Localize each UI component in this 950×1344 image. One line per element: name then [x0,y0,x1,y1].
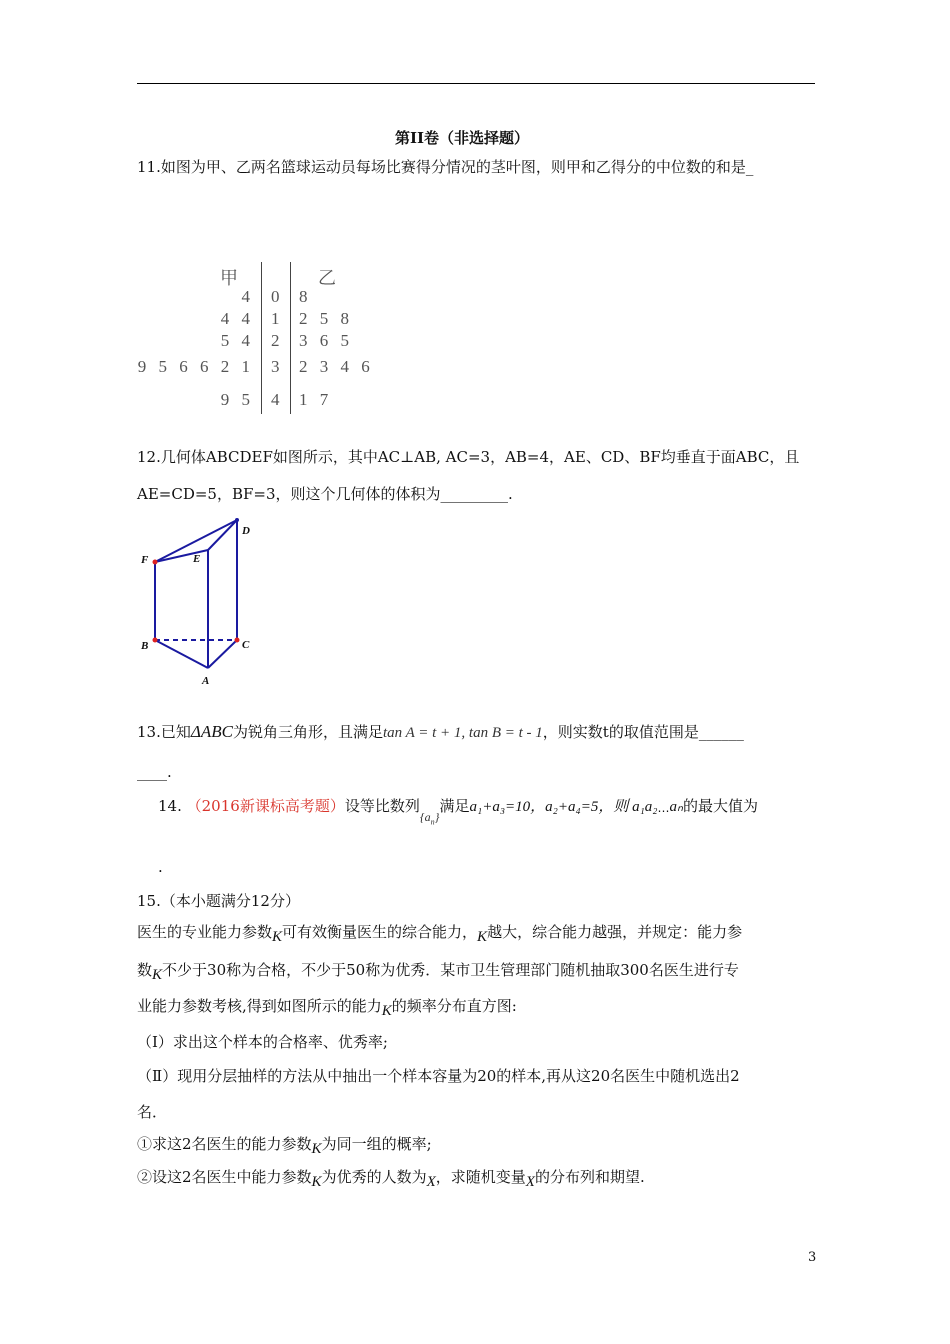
geometry-figure [130,510,270,690]
leaf-right-row-2: 3 6 5 [299,331,353,350]
question-14-line2: . [158,858,163,876]
header-rule [137,83,815,84]
leaf-left-row-0: 4 [241,287,254,306]
q14-dots: ⋯ [657,804,670,818]
question-15-sub1: ①求这2名医生的能力参数K为同一组的概率; [137,1135,432,1157]
question-15-para1: 医生的专业能力参数K可有效衡量医生的综合能力，K越大，综合能力越强，并规定：能力参 [137,923,743,945]
q14-text3: 的最大值为 [683,797,759,815]
stem-divider-left [261,262,262,414]
question-12-line2: AE=CD=5，BF=3，则这个几何体的体积为_________. [137,485,513,503]
question-12-line1: 12.几何体ABCDEF如图所示，其中AC⊥AB, AC=3，AB=4，AE、CD、BF均垂直于面ABC，且 [137,448,800,466]
question-11-text: 11.如图为甲、乙两名篮球运动员每场比赛得分情况的茎叶图，则甲和乙得分的中位数的和是_ [137,158,754,176]
label-F: F [141,554,149,566]
edge-C-A [208,640,237,668]
point-F [153,560,158,565]
leaf-left-row-3: 9 5 6 6 2 1 [137,357,254,376]
q14-text2: 满足 [439,797,470,815]
page-number: 3 [808,1250,817,1265]
label-D: D [242,525,250,537]
stem-row-1: 1 [271,309,280,328]
leaf-right-row-4: 1 7 [299,390,333,409]
q14-seq: {an} [419,810,440,827]
question-15-sub2: ②设这2名医生中能力参数K为优秀的人数为X，求随机变量X的分布列和期望. [137,1168,645,1190]
question-15-para3: 业能力参数考核,得到如图所示的能力K的频率分布直方图: [137,997,517,1019]
question-15-head: 15.（本小题满分12分） [137,892,300,910]
question-15-part1: （Ⅰ）求出这个样本的合格率、优秀率; [137,1033,388,1051]
q14-num: 14. [158,797,182,815]
x-symbol: X [426,1174,436,1190]
k-symbol: K [477,929,488,945]
leaf-right-row-1: 2 5 8 [299,309,353,328]
question-15-para2: 数K不少于30称为合格，不少于50称为优秀．某市卫生管理部门随机抽取300名医生进行专 [137,961,739,983]
question-13-line2: ____. [137,763,172,781]
section-title: 第II卷（非选择题） [395,129,530,147]
point-D [235,518,239,522]
stem-row-3: 3 [271,357,280,376]
stem-header-left: 甲 [220,268,238,288]
question-13-line1 [137,722,744,743]
stem-header-right: 乙 [318,268,336,288]
question-15-part2-cont: 名． [137,1103,168,1121]
label-A: A [202,675,210,687]
q13-post: ，则实数t的取值范围是______ [542,723,744,741]
q14-cond: a₁+a₃=10，a₂+a₄=5，则 a₁a₂ [469,799,658,815]
q13-triangle: ΔABC [190,722,233,741]
k-symbol: K [381,1003,392,1019]
stem-row-0: 0 [271,287,280,306]
point-B [153,638,158,643]
k-symbol: K [272,929,283,945]
leaf-left-row-4: 9 5 [220,390,254,409]
label-B: B [141,640,149,652]
label-E: E [193,553,201,565]
question-14-line1 [158,796,759,827]
edge-B-A [155,640,208,668]
stem-row-2: 2 [271,331,280,350]
q13-formula: tan A = t + 1, tan B = t - 1 [382,725,543,741]
stem-row-4: 4 [271,390,280,409]
label-C: C [242,639,250,651]
edge-E-D [208,520,237,550]
k-symbol: K [152,967,163,983]
leaf-right-row-3: 2 3 4 6 [299,357,374,376]
q14-text1: 设等比数列 [344,797,420,815]
q14-source: （2016新课标高考题） [186,797,345,815]
q13-mid: 为锐角三角形，且满足 [232,723,383,741]
stem-divider-right [290,262,291,414]
leaf-left-row-2: 5 4 [220,331,254,350]
k-symbol: K [311,1141,322,1157]
q13-pre: 13.已知 [137,723,191,741]
q14-an: aₙ [669,799,683,815]
point-C [235,638,240,643]
leaf-left-row-1: 4 4 [220,309,254,328]
k-symbol: K [311,1174,322,1190]
leaf-right-row-0: 8 [299,287,312,306]
x-symbol: X [525,1174,535,1190]
question-15-part2: （Ⅱ）现用分层抽样的方法从中抽出一个样本容量为20的样本,再从这20名医生中随机选出2 [137,1067,740,1085]
